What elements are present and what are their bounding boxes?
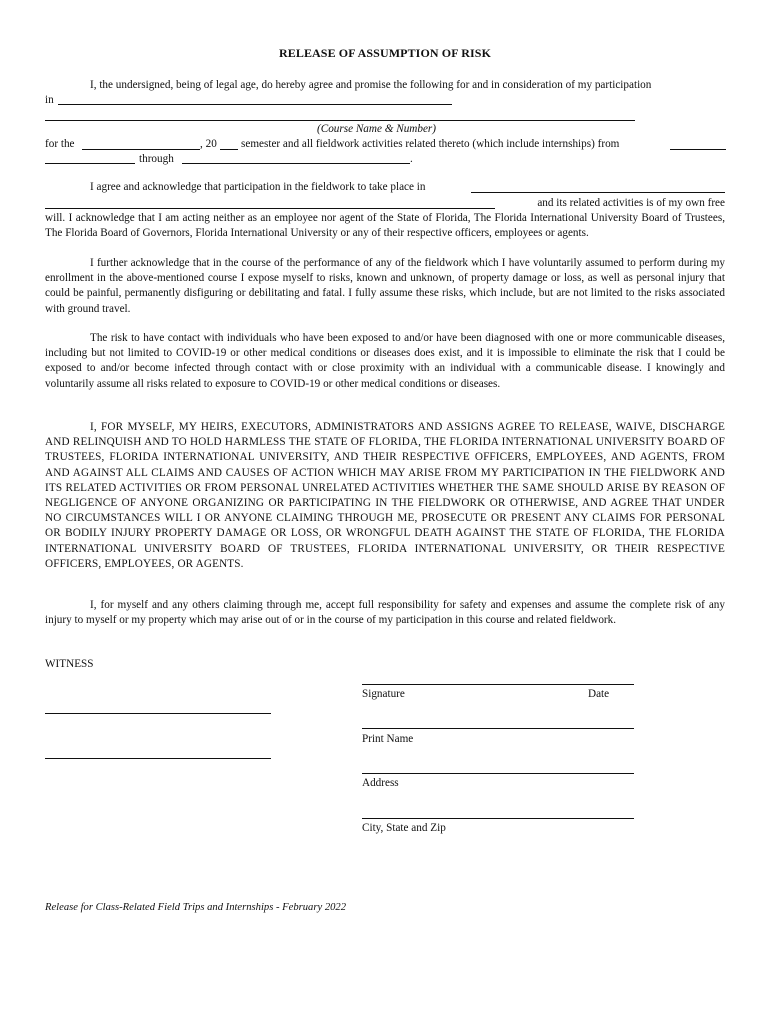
through-date-blank[interactable] bbox=[182, 163, 410, 164]
paragraph-release-waiver: I, FOR MYSELF, MY HEIRS, EXECUTORS, ADMINISTRATORS AND ASSIGNS AGREE TO RELEASE, WAIVE, DISCHARGE AND RELINQUISH AND TO HOLD HARMLESS THE STATE OF FLORIDA, THE FLORIDA INTERNATIONAL UNIVERSITY BOARD OF TRUSTEES, FLORIDA INTERNATIONAL UNIVERSITY, AND THEIR RESPECTIVE OFFICERS, EMPLOYEES, AND AGENTS, FROM AND AGAINST ALL CLAIMS AND CAUSES OF ACTION WHICH MAY ARISE FROM MY PARTICIPATION IN THE FIELDWORK AND ITS RELATED ACTIVITIES OR FROM PERSONAL UNRELATED ACTIVITIES WHETHER THE SAME SHOULD ARISE BY REASON OF NEGLIGENCE OF ANYONE ORGANIZING OR PARTICIPATING IN THE FIELDWORK OR OTHERWISE, AND AGREE THAT UNDER NO CIRCUMSTANCES WILL I OR ANYONE CLAIMING THROUGH ME, PROSECUTE OR PRESENT ANY CLAIMS FOR PERSONAL OR BODILY INJURY PROPERTY DAMAGE OR LOSS, OR WRONGFUL DEATH AGAINST THE STATE OF FLORIDA, THE FLORIDA INTERNATIONAL UNIVERSITY BOARD OF TRUSTEES, FLORIDA INTERNATIONAL UNIVERSITY, OR THEIR RESPECTIVE OFFICERS, EMPLOYEES, OR AGENTS. bbox=[45, 421, 725, 570]
city-state-zip-line[interactable] bbox=[362, 818, 634, 819]
signature-line[interactable] bbox=[362, 684, 634, 685]
witness-label: WITNESS bbox=[45, 658, 94, 670]
signature-label: Signature bbox=[362, 688, 405, 700]
witness-signature-line[interactable] bbox=[45, 713, 271, 714]
for-the-label: for the bbox=[45, 138, 75, 150]
course-name-blank[interactable] bbox=[45, 120, 635, 121]
in-label: in bbox=[45, 94, 54, 106]
semester-blank[interactable] bbox=[82, 149, 200, 150]
intro-line-1: I, the undersigned, being of legal age, do hereby agree and promise the following for and in consideration of my participation bbox=[90, 79, 652, 91]
print-name-line[interactable] bbox=[362, 728, 634, 729]
address-label: Address bbox=[362, 777, 399, 789]
paragraph-risks: I further acknowledge that in the course of the performance of any of the fieldwork which I have voluntarily assumed to perform during my enrollment in the above-mentioned course I expose myself to risks, known and unknown, of property damage or loss, as well as personal injury that could be painful, permanently disfiguring or debilitating and fatal. I fully assume these risks, which include, but are not limited to the risks associated with ground travel. bbox=[45, 257, 725, 315]
date-label: Date bbox=[588, 688, 610, 700]
from-date-blank[interactable] bbox=[670, 149, 726, 150]
through-label: through bbox=[139, 153, 174, 165]
city-state-zip-label: City, State and Zip bbox=[362, 822, 446, 834]
from-date-continued-blank[interactable] bbox=[45, 163, 135, 164]
footer-text: Release for Class-Related Field Trips and Internships - February 2022 bbox=[45, 902, 347, 913]
year-blank[interactable] bbox=[220, 149, 238, 150]
semester-text: semester and all fieldwork activities related thereto (which include internships) from bbox=[241, 138, 620, 150]
paragraph-covid: The risk to have contact with individuals who have been exposed to and/or have been diagnosed with one or more communicable diseases, including but not limited to COVID-19 or other medical conditions or diseases does exist, and it is impossible to eliminate the risk that I could be exposed to and/or become infected through contact with or close proximity with an individual with a communicable disease. I knowingly and voluntarily assume all risks related to exposure to COVID-19 or other medical conditions or diseases. bbox=[45, 332, 725, 390]
year-prefix: , 20 bbox=[200, 138, 217, 150]
document-title: RELEASE OF ASSUMPTION OF RISK bbox=[278, 46, 492, 60]
paragraph-responsibility: I, for myself and any others claiming through me, accept full responsibility for safety and expenses and assume the complete risk of any injury to myself or my property which may arise out of or in the course of my participation in this course and related fieldwork. bbox=[45, 599, 725, 627]
paragraph-acknowledge-agent: will. I acknowledge that I am acting neither as an employee nor agent of the State of Florida, The Florida International University Board of Trustees, The Florida Board of Governors, Florida International University or any of their respective officers, employees or agents. bbox=[45, 212, 725, 240]
own-free-will-text: and its related activities is of my own free bbox=[537, 197, 725, 209]
participation-blank[interactable] bbox=[58, 104, 452, 105]
print-name-label: Print Name bbox=[362, 733, 414, 745]
fieldwork-location-text: I agree and acknowledge that participation in the fieldwork to take place in bbox=[90, 181, 426, 193]
course-name-caption: (Course Name & Number) bbox=[317, 123, 437, 135]
intro-period: . bbox=[410, 153, 413, 165]
fieldwork-location-blank[interactable] bbox=[471, 192, 725, 193]
fieldwork-location-blank-2[interactable] bbox=[45, 208, 495, 209]
witness-print-name-line[interactable] bbox=[45, 758, 271, 759]
address-line[interactable] bbox=[362, 773, 634, 774]
